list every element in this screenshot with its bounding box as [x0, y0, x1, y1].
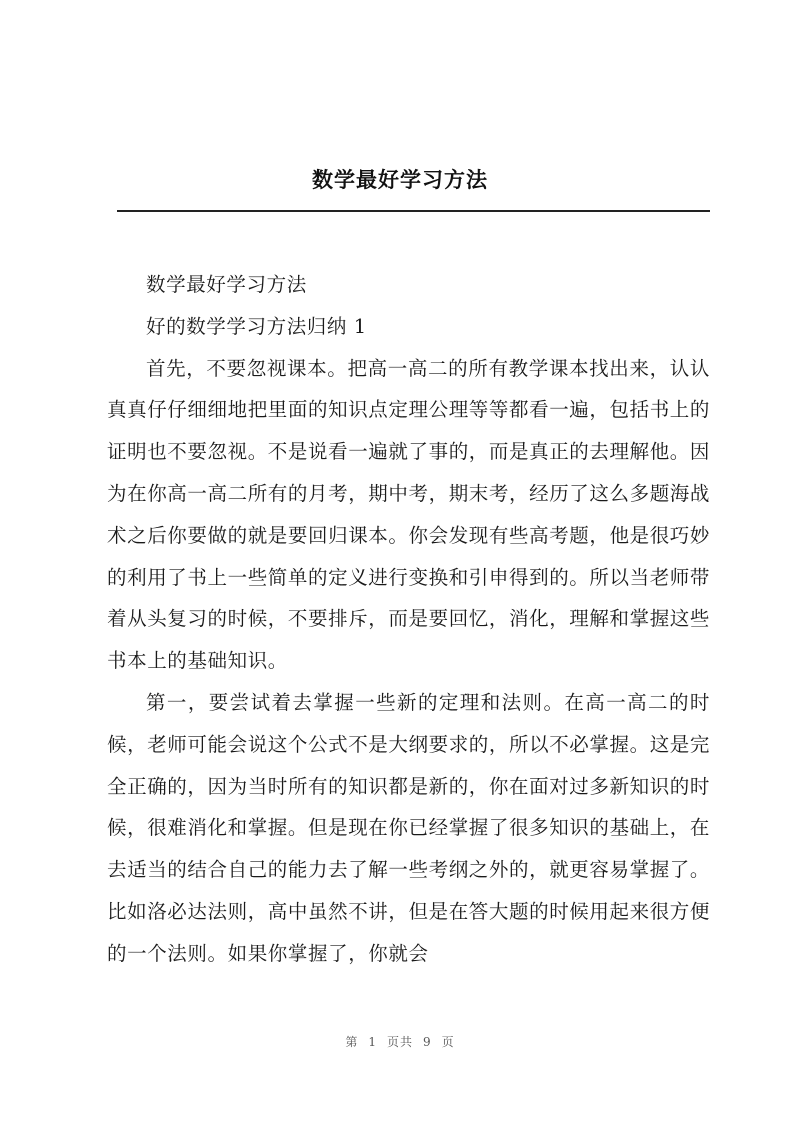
page-title: 数学最好学习方法: [312, 167, 488, 192]
page-label-suffix: 页: [441, 1035, 455, 1049]
header-divider: [117, 210, 710, 212]
paragraph: 第一，要尝试着去掌握一些新的定理和法则。在高一高二的时候，老师可能会说这个公式不是大纲要求的，所以不必掌握。这是完全正确的，因为当时所有的知识都是新的，你在面对过多新知识的时候，很难消化和掌握。但是现在你已经掌握了很多知识的基础上，在去适当的结合自己的能力去了解一些考纲之外的，就更容易掌握了。比如洛必达法则，高中虽然不讲，但是在答大题的时候用起来很方便的一个法则。如果你掌握了，你就会: [107, 690, 711, 965]
page-footer: [0, 1033, 800, 1050]
page-current: 1: [368, 1035, 377, 1049]
paragraph: 好的数学学习方法归纳 1: [146, 314, 367, 338]
page-total: 9: [423, 1035, 432, 1049]
document-body: [107, 264, 710, 975]
page-label-prefix: 第: [345, 1035, 359, 1049]
paragraph: 数学最好学习方法: [146, 273, 307, 296]
paragraph: 首先，不要忽视课本。把高一高二的所有教学课本找出来，认认真真仔仔细细地把里面的知识点定理公理等等都看一遍，包括书上的证明也不要忽视。不是说看一遍就了事的，而是真正的去理解他。因为在你高一高二所有的月考，期中考，期末考，经历了这么多题海战术之后你要做的就是要回归课本。你会发现有些高考题，他是很巧妙的利用了书上一些简单的定义进行变换和引申得到的。所以当老师带着从头复习的时候，不要排斥，而是要回忆，消化，理解和掌握这些书本上的基础知识。: [107, 356, 711, 673]
page-label-middle: 页共: [386, 1035, 413, 1049]
